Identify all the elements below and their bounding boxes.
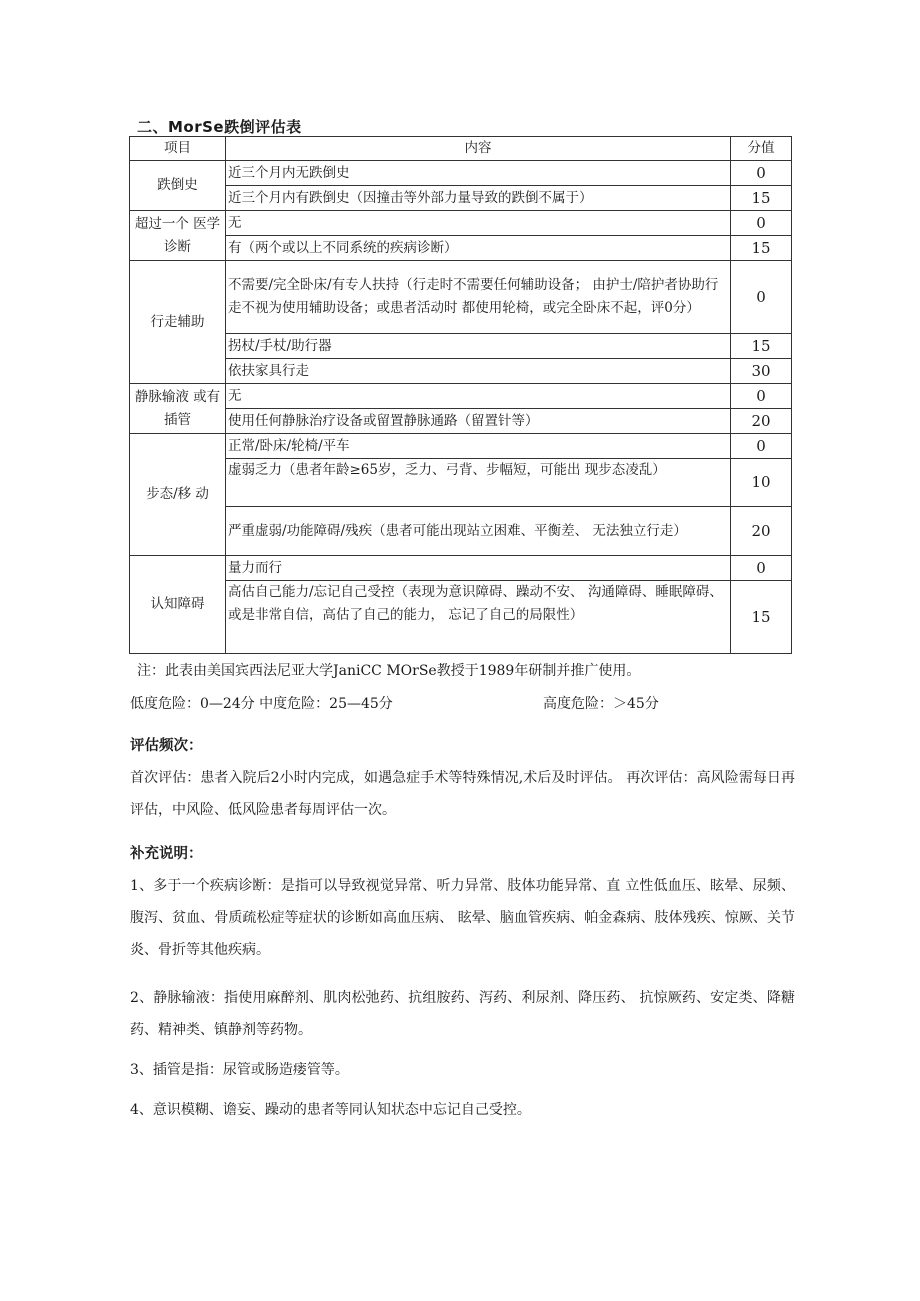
option-content: 拐杖/手杖/助行器	[226, 334, 731, 359]
supplement-heading: 补充说明：	[130, 846, 203, 862]
option-score: 0	[731, 384, 792, 409]
item-mental-status: 认知障碍	[130, 556, 226, 654]
table-row	[130, 186, 792, 211]
option-score: 0	[731, 211, 792, 236]
option-content: 使用任何静脉治疗设备或留置静脉通路（留置针等）	[226, 409, 731, 434]
item-ambulatory-aid: 行走辅助	[130, 261, 226, 384]
option-content: 无	[226, 384, 731, 409]
supplement-item: 1、多于一个疾病诊断：是指可以导致视觉异常、听力异常、肢体功能异常、直 立性低血压、眩晕、尿频、腹泻、贫血、骨质疏松症等症状的诊断如高血压病、 眩晕、脑血管疾病、帕金森病、肢体残疾、惊厥、关节炎、骨折等其他疾病。	[130, 878, 795, 958]
option-score: 0	[731, 161, 792, 186]
table-row	[130, 359, 792, 384]
table-row	[130, 459, 792, 507]
table-row	[130, 334, 792, 359]
option-score: 20	[731, 409, 792, 434]
morse-fall-scale-table	[129, 136, 792, 654]
item-iv-therapy: 静脉输液 或有插管	[130, 384, 226, 434]
frequency-heading: 评估频次：	[130, 738, 203, 754]
option-content: 严重虚弱/功能障碍/残疾（患者可能出现站立困难、平衡差、 无法独立行走）	[226, 507, 731, 556]
table-header-row	[130, 137, 792, 161]
option-content: 依扶家具行走	[226, 359, 731, 384]
supplement-item: 2、静脉输液：指使用麻醉剂、肌肉松弛药、抗组胺药、泻药、利尿剂、降压药、 抗惊厥药、安定类、降糖药、精神类、镇静剂等药物。	[130, 990, 795, 1038]
table-row	[130, 556, 792, 581]
option-score: 15	[731, 236, 792, 261]
table-row	[130, 211, 792, 236]
option-score: 15	[731, 186, 792, 211]
option-content: 高估自己能力/忘记自己受控（表现为意识障碍、躁动不安、 沟通障碍、睡眠障碍、或是非常自信，高估了自己的能力， 忘记了自己的局限性）	[226, 581, 731, 654]
option-score: 15	[731, 334, 792, 359]
table-row	[130, 581, 792, 654]
item-fall-history: 跌倒史	[130, 161, 226, 211]
option-content: 近三个月内无跌倒史	[226, 161, 731, 186]
table-row	[130, 261, 792, 334]
option-content: 近三个月内有跌倒史（因撞击等外部力量导致的跌倒不属于）	[226, 186, 731, 211]
page-title: 二、MorSe跌倒评估表	[137, 118, 302, 136]
table-row	[130, 507, 792, 556]
item-gait: 步态/移 动	[130, 434, 226, 556]
table-row	[130, 384, 792, 409]
option-score: 20	[731, 507, 792, 556]
option-score: 0	[731, 261, 792, 334]
header-score: 分值	[731, 137, 792, 161]
option-content: 不需要/完全卧床/有专人扶持（行走时不需要任何辅助设备； 由护士/陪护者协助行走不视为使用辅助设备；或患者活动时 都使用轮椅，或完全卧床不起，评0分）	[226, 261, 731, 334]
supplement-item: 4、意识模糊、谵妄、躁动的患者等同认知状态中忘记自己受控。	[130, 1102, 531, 1118]
table-footnote: 注：此表由美国宾西法尼亚大学JaniCC MOrSe教授于1989年研制并推广使用。	[137, 663, 641, 679]
frequency-text: 首次评估：患者入院后2小时内完成，如遇急症手术等特殊情况,术后及时评估。 再次评估：高风险需每日再评估，中风险、低风险患者每周评估一次。	[130, 770, 795, 818]
option-score: 15	[731, 581, 792, 654]
table-row	[130, 434, 792, 459]
header-content: 内容	[226, 137, 731, 161]
option-content: 有（两个或以上不同系统的疾病诊断）	[226, 236, 731, 261]
supplement-item: 3、插管是指：尿管或肠造瘘管等。	[130, 1062, 349, 1078]
table-row	[130, 409, 792, 434]
option-content: 正常/卧床/轮椅/平车	[226, 434, 731, 459]
option-content: 无	[226, 211, 731, 236]
risk-level-high: 高度危险：＞45分	[543, 696, 659, 712]
option-content: 虚弱乏力（患者年龄≥65岁，乏力、弓背、步幅短，可能出 现步态凌乱）	[226, 459, 731, 507]
option-score: 30	[731, 359, 792, 384]
item-secondary-diagnosis: 超过一个 医学诊断	[130, 211, 226, 261]
option-score: 0	[731, 434, 792, 459]
header-item: 项目	[130, 137, 226, 161]
option-content: 量力而行	[226, 556, 731, 581]
option-score: 0	[731, 556, 792, 581]
risk-level-low-medium: 低度危险：0—24分 中度危险：25—45分	[130, 696, 393, 712]
option-score: 10	[731, 459, 792, 507]
table-row	[130, 236, 792, 261]
table-row	[130, 161, 792, 186]
